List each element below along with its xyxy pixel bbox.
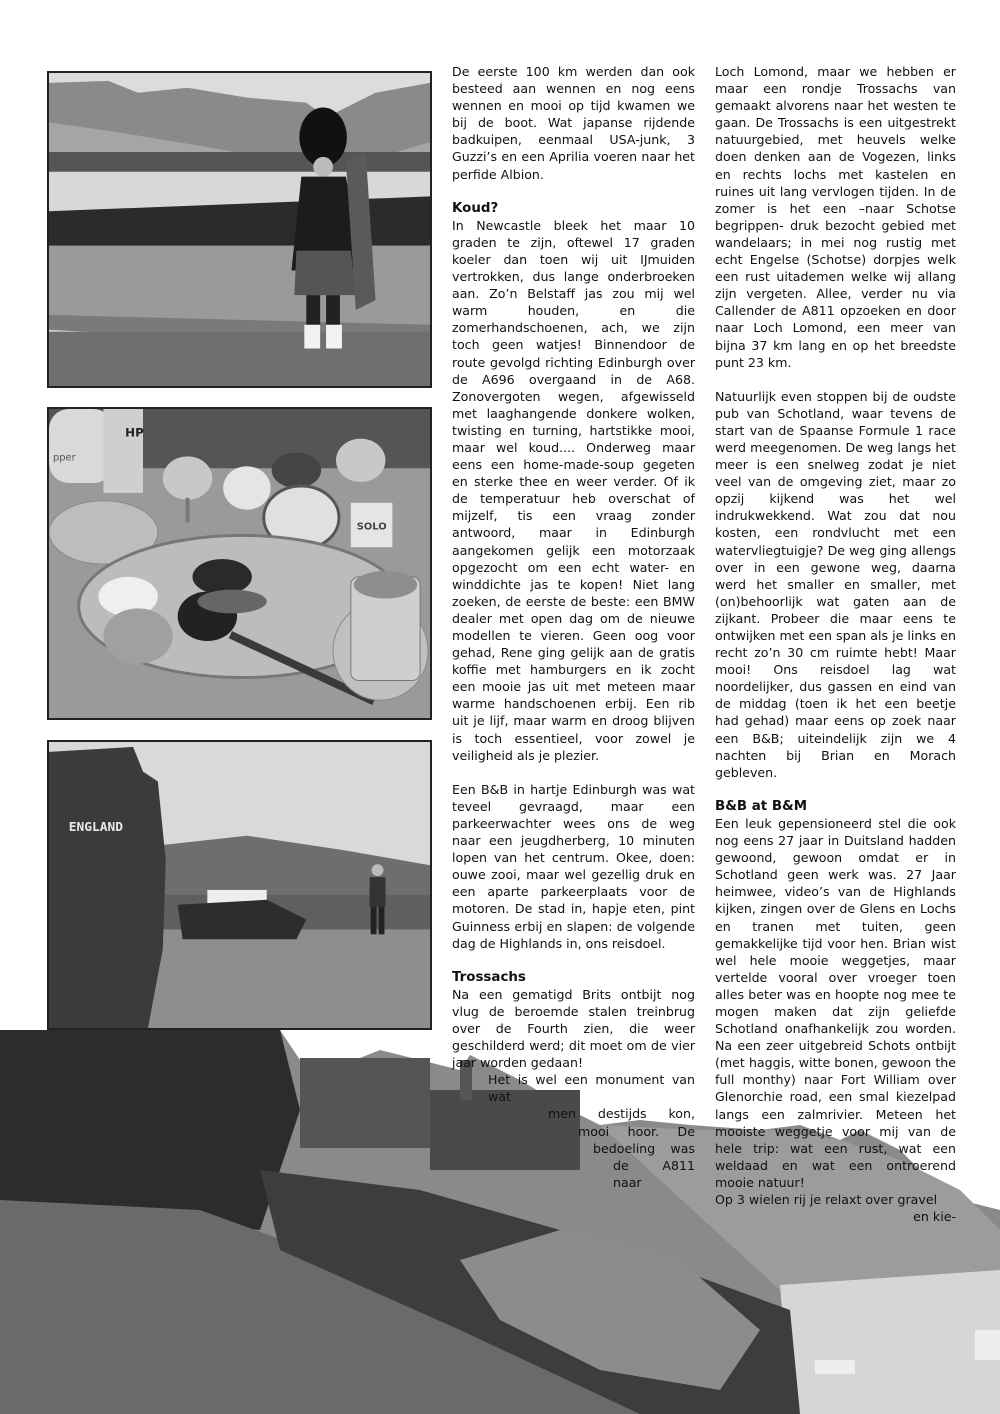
- closing-line: Op 3 wielen rij je relaxt over gravel en kie-: [715, 1192, 956, 1225]
- bb-paragraph: Een leuk gepensioneerd stel die ook nog eens 27 jaar in Duitsland hadden gewoond, gewoon omdat er in Schotland geen werk was. 27 Jaar heimwee, video’s van de Highlands kijken, zingen over de Glens en Lochs en tranen met tuiten, geen gemakkelijke tijd voor hen. Brian wist wel hele mooie weggetjes, maar vertelde vooral over vroeger toen alles beter was en hoopte nog mee te mogen maken dat zijn geliefde Schotland onafhankelijk zou worden. Na een zeer uitgebreid Schots ontbijt (met haggis, witte bonen, gewoon the full monthy) naar Fort William over Glenorchie road, een smal kiezelpad langs een zalmrivier. Meteen het mooiste weggetje voor mij van de hele trip: wat een rust, wat een weldaad en wat een ontroerend mooie natuur!: [715, 815, 956, 1190]
- pub-paragraph: Natuurlijk even stoppen bij de oudste pub van Schotland, waar tevens de start van de Spaanse Formule 1 race werd meegenomen. De weg langs het meer is een snelweg zodat je niet veel van de omgeving ziet, maar zo opzij kijkend was het wel indrukwekkend. Wat zou dat nou kosten, een rondvlucht met een watervliegtuigje? De weg ging allengs over in een gewone weg, daarna werd het smaller en smaller, met (on)behoorlijk wat gaten aan de zijkant. Probeer die maar eens te ontwijken met een span als je links en recht zo’n 30 cm ruimte hebt! Maar mooi! Ons reisdoel lag wat noordelijker, dus gassen en eind van de middag (toen ik het een beetje had gehad) maar eens op zoek naar een B&B; uiteindelijk zijn we 4 nachten bij Brian en Morach gebleven.: [715, 388, 956, 780]
- england-border-photo: [47, 740, 432, 1030]
- bagpiper-scene: [49, 73, 430, 386]
- koud-paragraph-2: Een B&B in hartje Edinburgh was wat teveel gevraagd, maar een parkeerwachter wees ons de weg naar een jeugdherberg, 10 minuten lopen van het centrum. Okee, doen: ouwe zooi, maar wel gezellig druk en een aparte parkeerplaats voor de motoren. De stad in, hapje eten, pint Guinness erbij en slapen: de volgende dag de Highlands in, ons reisdoel.: [452, 781, 695, 951]
- article-column-middle: [452, 63, 695, 1191]
- heading-koud: Koud?: [452, 200, 499, 216]
- svg-text:ENGLAND: ENGLAND: [68, 819, 123, 835]
- wrap-line-1: Het is wel een monument van wat: [488, 1072, 695, 1105]
- bagpiper-photo: [47, 71, 432, 388]
- svg-text:SOLO: SOLO: [356, 521, 387, 533]
- intro-paragraph: De eerste 100 km werden dan ook besteed aan wennen en nog eens wennen en mooi op tijd kwamen we bij de boot. Wat japanse rijdende badkuipen, eenmaal USA-junk, 3 Guzzi’s en een Aprilia voeren naar het perfide Albion.: [452, 64, 695, 182]
- wrap-line-3: mooi hoor. De: [578, 1123, 695, 1139]
- heading-trossachs: Trossachs: [452, 969, 526, 985]
- wrap-line-4: bedoeling was: [593, 1140, 695, 1156]
- koud-paragraph-1: In Newcastle bleek het maar 10 graden te zijn, oftewel 17 graden koeler dan toen wij uit IJmuiden vertrokken, dus lange onderbroeken aan. Zo’n Belstaff jas zou mij wel warm houden, en die zomerhandschoenen, ach, we zijn toch geen watjes! Binnendoor de route gevolgd richting Edinburgh over de A696 overgaand in de A68. Zonovergoten wegen, afgewisseld met laaghangende donkere wolken, twisting en turning, hartstikke mooi, maar wel koud.... Onderweg maar eens een home-made-soup gegeten en sterke thee en weer verder. Of ik de temperatuur heb overschat of mijzelf, tis een vraag zonder antwoord, maar in Edinburgh aangekomen gelijk een motorzaak opgezocht om een echt water- en winddichte jas te kopen! Niet lang zoeken, de eerste de beste: een BMW dealer met open dag om de nieuwe modellen te vieren. Geen oog voor gehad, Rene ging gelijk aan de gratis koffie met hamburgers en ik zocht een mooie jas uit met meteen maar warme handschoenen erbij. Een rib uit je lijf, maar warm en droog blijven is toch essentieel, voor zowel je veiligheid als je plezier.: [452, 217, 695, 763]
- wrap-line-5: de A811 naar: [613, 1157, 695, 1190]
- trossachs-paragraph: Na een gematigd Brits ontbijt nog vlug de beroemde stalen treinbrug over de Fourth zien, die weer geschilderd werd; dit moet om de vier jaar worden gedaan!: [452, 986, 695, 1071]
- svg-text:pper: pper: [52, 452, 76, 464]
- breakfast-photo: [47, 407, 432, 720]
- heading-bb: B&B at B&M: [715, 798, 808, 814]
- loch-lomond-paragraph: Loch Lomond, maar we hebben er maar een rondje Trossachs van gemaakt alvorens naar het westen te gaan. De Trossachs is een uitgestrekt natuurgebied, met heuvels welke doen denken aan de Vogezen, links en rechts lochs met kastelen en ruines uit lang vervlogen tijden. In de zomer is het een –naar Schotse begrippen- druk bezocht gebied met wandelaars; in mei nog rustig met echt Engelse (Schotse) dorpjes welk een rust uitademen welke wij allang zijn vergeten. Allee, verder nu via Callender de A811 opzoeken en door naar Loch Lomond, een meer van bijna 37 km lang en op het breedste punt 23 km.: [715, 64, 956, 370]
- england-scene: [49, 742, 430, 1028]
- wrap-line-2: men destijds kon,: [548, 1106, 695, 1122]
- svg-text:HP: HP: [125, 425, 144, 440]
- article-column-right: [715, 63, 956, 1225]
- breakfast-scene: [49, 409, 430, 718]
